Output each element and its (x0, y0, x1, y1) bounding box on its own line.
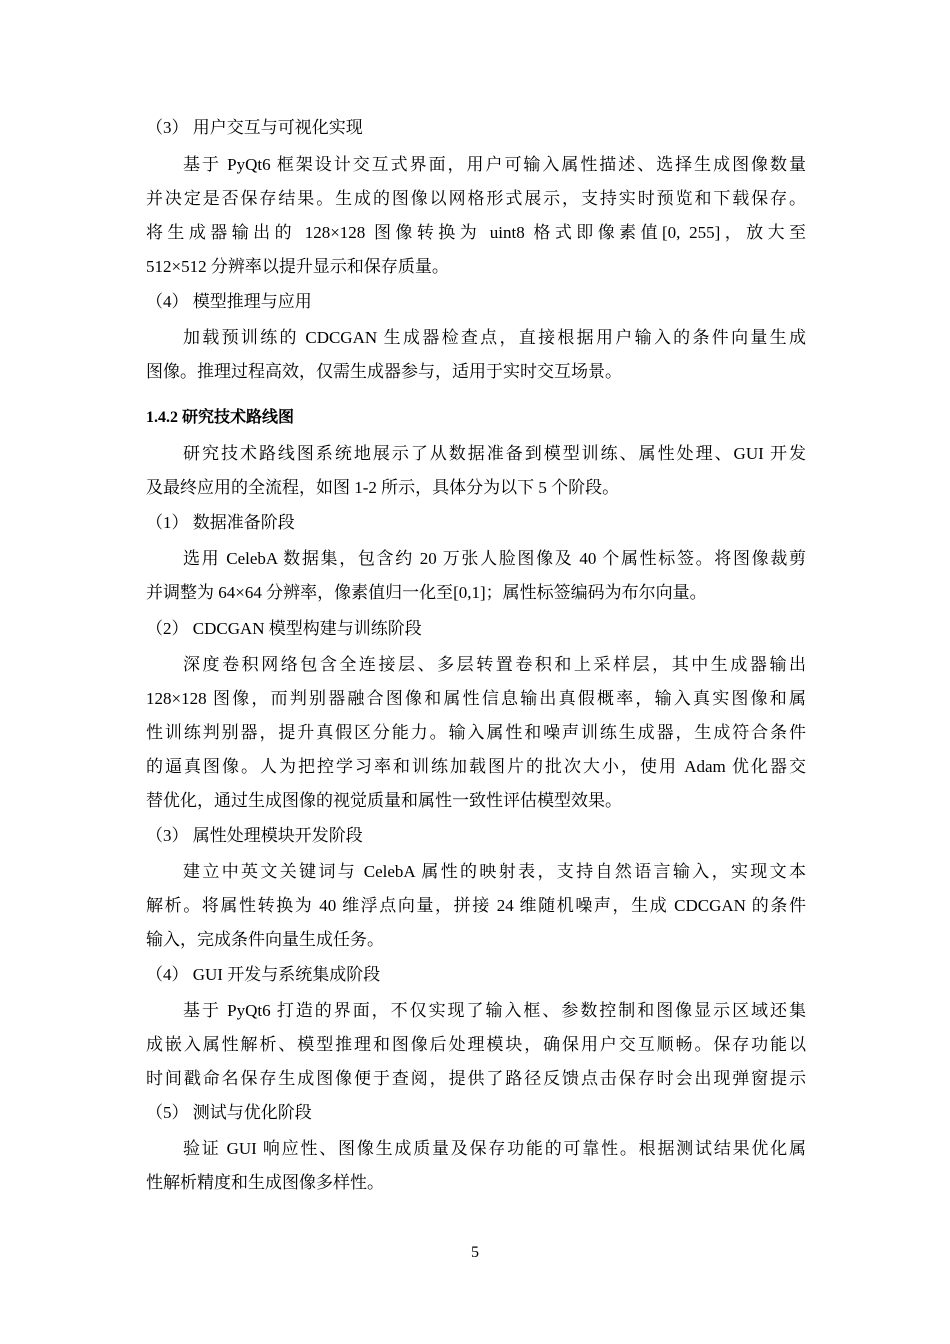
paragraph-line: 研究技术路线图系统地展示了从数据准备到模型训练、属性处理、GUI 开发 (183, 444, 806, 463)
stage-heading-3: （3） 属性处理模块开发阶段 (146, 826, 363, 845)
paragraph-line: 替优化，通过生成图像的视觉质量和属性一致性评估模型效果。 (146, 791, 622, 810)
paragraph-line: 选用 CelebA 数据集，包含约 20 万张人脸图像及 40 个属性标签。将图像裁剪 (183, 549, 806, 568)
stage-heading-2: （2） CDCGAN 模型构建与训练阶段 (146, 619, 422, 638)
paragraph-line: 基于 PyQt6 框架设计交互式界面，用户可输入属性描述、选择生成图像数量 (183, 155, 806, 174)
subheading-user-interaction: （3） 用户交互与可视化实现 (146, 118, 363, 137)
stage-heading-4: （4） GUI 开发与系统集成阶段 (146, 965, 381, 984)
paragraph-line: 图像。推理过程高效，仅需生成器参与，适用于实时交互场景。 (146, 362, 622, 381)
paragraph-line: 的逼真图像。人为把控学习率和训练加载图片的批次大小，使用 Adam 优化器交 (146, 757, 806, 776)
paragraph-line: 验证 GUI 响应性、图像生成质量及保存功能的可靠性。根据测试结果优化属 (183, 1139, 806, 1158)
paragraph-line: 加载预训练的 CDCGAN 生成器检查点，直接根据用户输入的条件向量生成 (183, 328, 806, 347)
paragraph-line: 并调整为 64×64 分辨率，像素值归一化至[0,1]；属性标签编码为布尔向量。 (146, 583, 707, 602)
paragraph-line: 并决定是否保存结果。生成的图像以网格形式展示，支持实时预览和下载保存。 (146, 189, 806, 208)
stage-heading-1: （1） 数据准备阶段 (146, 513, 295, 532)
paragraph-line: 性解析精度和生成图像多样性。 (146, 1173, 384, 1192)
page-number: 5 (471, 1244, 479, 1261)
paragraph-line: 及最终应用的全流程，如图 1-2 所示，具体分为以下 5 个阶段。 (146, 478, 620, 497)
subheading-model-inference: （4） 模型推理与应用 (146, 292, 312, 311)
paragraph-line: 建立中英文关键词与 CelebA 属性的映射表，支持自然语言输入，实现文本 (183, 862, 806, 881)
paragraph-line: 128×128 图像，而判别器融合图像和属性信息输出真假概率，输入真实图像和属 (146, 689, 806, 708)
paragraph-line: 深度卷积网络包含全连接层、多层转置卷积和上采样层，其中生成器输出 (183, 655, 806, 674)
paragraph-line: 基于 PyQt6 打造的界面，不仅实现了输入框、参数控制和图像显示区域还集 (183, 1001, 806, 1020)
paragraph-line: 性训练判别器，提升真假区分能力。输入属性和噪声训练生成器，生成符合条件 (146, 723, 806, 742)
paragraph-line: 输入，完成条件向量生成任务。 (146, 930, 384, 949)
section-title: 1.4.2 研究技术路线图 (146, 409, 295, 426)
paragraph-line: 将生成器输出的 128×128 图像转换为 uint8 格式即像素值[0, 255]，放大至 (146, 223, 806, 242)
paragraph-line: 成嵌入属性解析、模型推理和图像后处理模块，确保用户交互顺畅。保存功能以 (146, 1035, 806, 1054)
paragraph-line: 512×512 分辨率以提升显示和保存质量。 (146, 257, 449, 276)
paragraph-line: 时间戳命名保存生成图像便于查阅，提供了路径反馈点击保存时会出现弹窗提示 (146, 1069, 806, 1088)
paragraph-line: 解析。将属性转换为 40 维浮点向量，拼接 24 维随机噪声，生成 CDCGAN 的条件 (146, 896, 806, 915)
stage-heading-5: （5） 测试与优化阶段 (146, 1103, 312, 1122)
